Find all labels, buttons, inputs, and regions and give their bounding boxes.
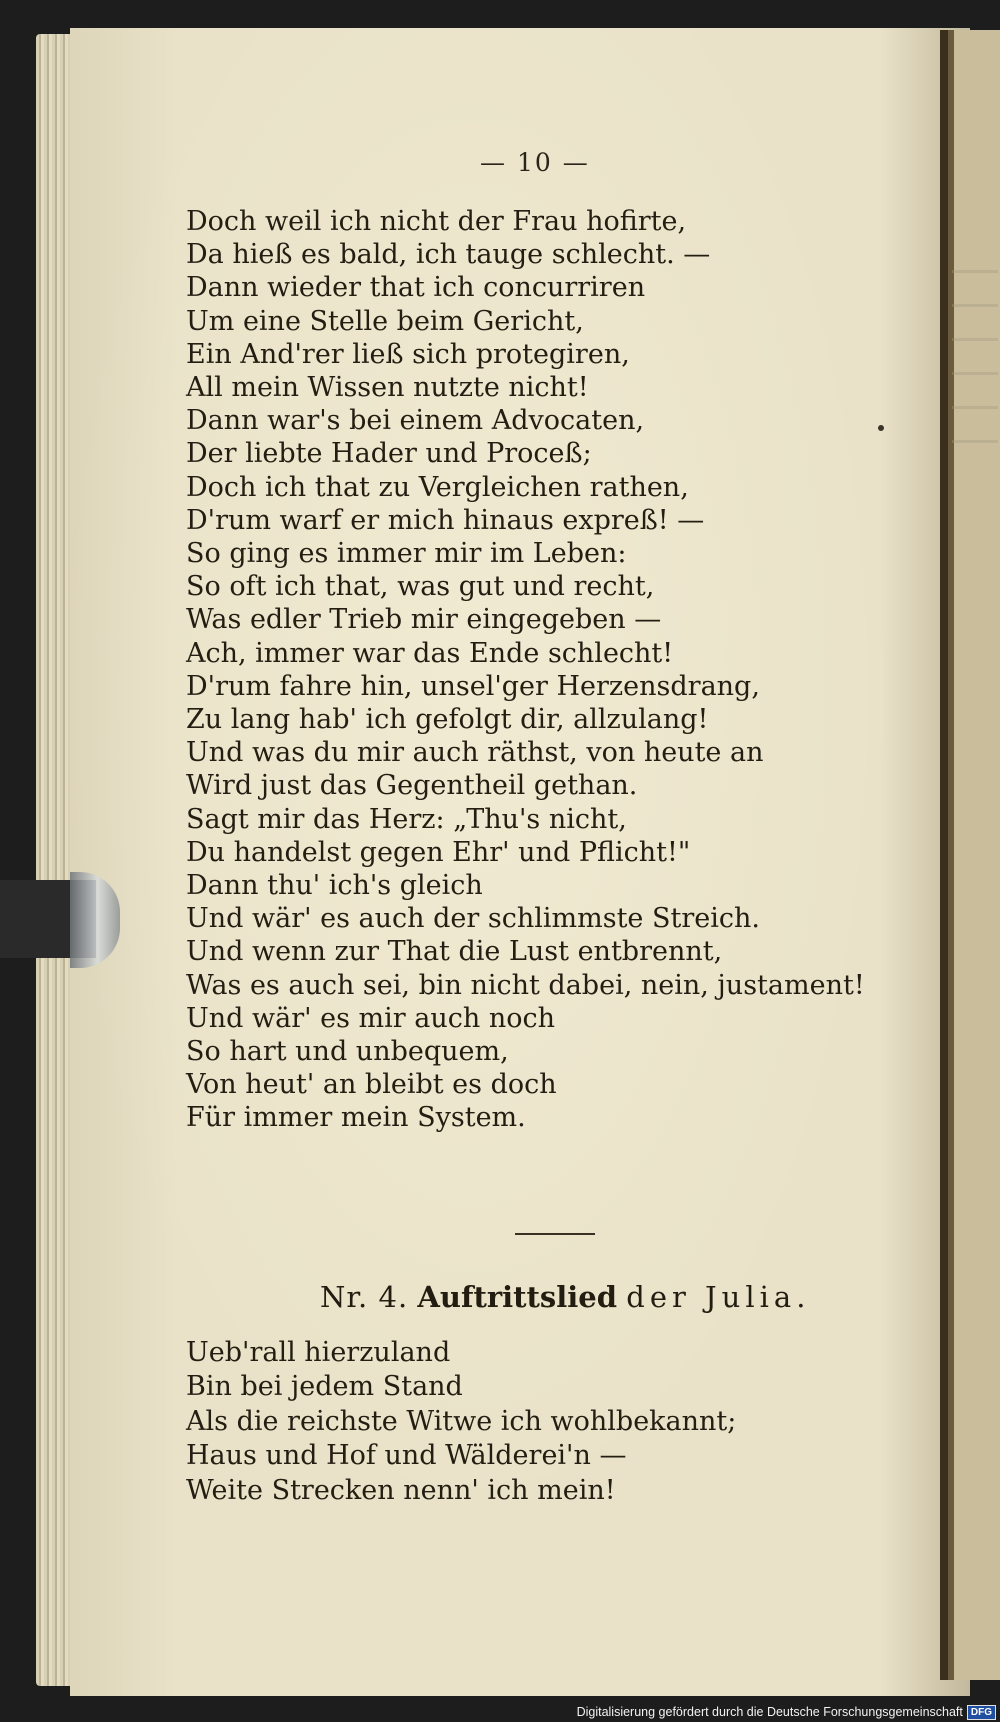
verse-line: Bin bei jedem Stand [186,1371,463,1403]
verse-line: Doch ich that zu Vergleichen rathen, [186,471,689,503]
verse-line: Für immer mein System. [186,1102,526,1134]
verse-line: Ein And'rer ließ sich protegiren, [186,338,630,370]
verse-line: Du handelst gegen Ehr' und Pflicht!" [186,836,691,868]
verse-line: So oft ich that, was gut und recht, [186,571,655,603]
verse-line: Doch weil ich nicht der Frau hofirte, [186,206,687,237]
verse-line: Haus und Hof und Wälderei'n — [186,1440,627,1472]
verse-line: D'rum warf er mich hinaus expreß! — [186,504,705,536]
section-subtitle: der Julia. [626,1280,811,1314]
verse-line: Der liebte Hader und Proceß; [186,438,592,470]
verse-line: So ging es immer mir im Leben: [186,538,627,570]
verse-line: Dann wieder that ich concurriren [186,272,646,304]
facing-page-bleed [952,270,998,450]
verse-line: Was edler Trieb mir eingegeben — [186,604,662,636]
poem-text [186,205,906,1135]
dfg-logo: DFG [967,1705,996,1720]
section-heading [320,1280,920,1314]
verse-line: Als die reichste Witwe ich wohlbekannt; [186,1405,737,1437]
verse-line: So hart und unbequem, [186,1036,509,1068]
verse-line: Dann thu' ich's gleich [186,870,483,902]
verse-line: Von heut' an bleibt es doch [186,1069,557,1101]
verse-line: Und was du mir auch räthst, von heute an [186,737,764,769]
song-text [186,1336,886,1508]
page-number: — 10 — [480,148,590,177]
section-divider [515,1233,595,1235]
verse-line: Und wär' es auch der schlimmste Streich. [186,903,760,935]
verse-line: All mein Wissen nutzte nicht! [186,372,589,404]
verse-line: Dann war's bei einem Advocaten, [186,405,645,437]
section-title: Auftrittslied [417,1280,618,1314]
verse-line: Und wär' es mir auch noch [186,1002,556,1034]
verse-line: Ach, immer war das Ende schlecht! [186,637,674,669]
verse-line: D'rum fahre hin, unsel'ger Herzensdrang, [186,670,760,702]
verse-line: Da hieß es bald, ich tauge schlecht. — [186,239,711,271]
verse-line: Weite Strecken nenn' ich mein! [186,1474,616,1506]
section-number: Nr. 4. [320,1280,409,1314]
digitization-credit [577,1704,996,1720]
verse-line: Sagt mir das Herz: „Thu's nicht, [186,803,627,835]
verse-line: Ueb'rall hierzuland [186,1337,451,1368]
credit-text: Digitalisierung gefördert durch die Deutsche Forschungsgemeinschaft [576,1705,963,1719]
verse-line: Was es auch sei, bin nicht dabei, nein, justament! [186,969,865,1001]
verse-line: Und wenn zur That die Lust entbrennt, [186,936,723,968]
verse-line: Wird just das Gegentheil gethan. [186,770,638,802]
verse-line: Zu lang hab' ich gefolgt dir, allzulang! [186,704,709,736]
verse-line: Um eine Stelle beim Gericht, [186,305,584,337]
